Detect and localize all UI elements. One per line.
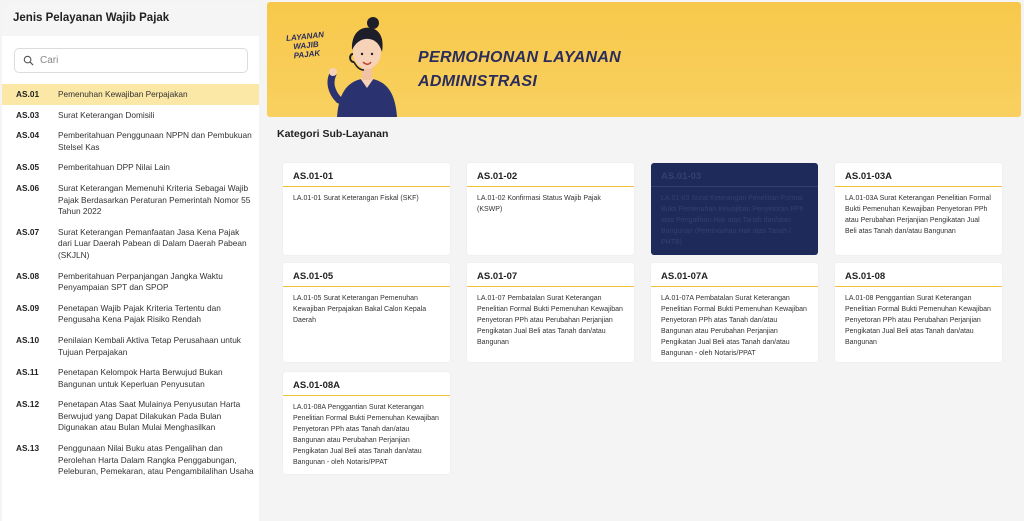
card-desc: LA.01-02 Konfirmasi Status Wajib Pajak (KSWP) <box>477 195 601 213</box>
sidebar-item-label: Pemberitahuan Perpanjangan Jangka Waktu Penyampaian SPT dan SPOP <box>58 270 223 293</box>
sidebar <box>2 2 259 521</box>
sidebar-item-code: AS.10 <box>16 334 40 345</box>
card-desc: LA.01-03A Surat Keterangan Penelitian Formal Bukti Pemenuhan Kewajiban Penyetoran PPh atau Perubahan Perjanjian Pengikatan Jual Beli atas Tanah dan/atau Bangunan <box>845 195 991 235</box>
sidebar-item-label: Penetapan Kelompok Harta Berwujud Bukan Bangunan untuk Keperluan Penyusutan <box>58 367 223 389</box>
card-as01-07[interactable] <box>467 263 634 362</box>
sidebar-item-as11[interactable] <box>2 362 259 394</box>
sidebar-item-as06[interactable] <box>2 178 259 222</box>
sidebar-item-label: Pemberitahuan Penggunaan NPPN dan Pembukuan Stelsel Kas <box>58 130 252 152</box>
card-as01-03a[interactable] <box>835 163 1002 255</box>
sidebar-item-code: AS.05 <box>16 162 40 173</box>
sidebar-item-code: AS.06 <box>16 182 40 193</box>
card-desc: LA.01-08A Penggantian Surat Keterangan Penelitian Formal Bukti Pemenuhan Kewajiban Penyetoran PPh atas Tanah dan/atau Bangunan atau Perubahan Perjanjian Pengikatan Jual Beli atas Tanah dan/atau Bangunan - oleh Notaris/PPAT <box>293 404 439 466</box>
sidebar-item-as07[interactable] <box>2 222 259 266</box>
card-desc: LA.01-01 Surat Keterangan Fiskal (SKF) <box>293 195 419 202</box>
card-desc: LA.01-07A Pembatalan Surat Keterangan Penelitian Formal Bukti Pemenuhan Kewajiban Penyetoran PPh atas Tanah dan/atau Bangunan atau Perubahan Perjanjian Pengikatan Jual Beli atas Tanah dan/atau Bangunan - oleh Notaris/PPAT <box>661 295 807 357</box>
card-code: AS.01-03 <box>651 163 818 187</box>
card-code: AS.01-05 <box>283 263 450 287</box>
card-desc: LA.01-03 Surat Keterangan Penelitian Formal Bukti Pemenuhan Kewajiban Penyetoran PPh atas Pengalihan Hak atas Tanah dan/atau Bangunan (Pemindahan Hak atas Tanah / PHTB) <box>661 195 804 246</box>
card-code: AS.01-02 <box>467 163 634 187</box>
sidebar-item-label: Surat Keterangan Memenuhi Kriteria Sebagai Wajib Pajak Berdasarkan Peraturan Pemerintah Nomor 55 Tahun 2022 <box>58 182 251 217</box>
officer-illustration <box>327 12 407 117</box>
banner-title-line: ADMINISTRASI <box>418 73 538 90</box>
sidebar-item-label: Penilaian Kembali Aktiva Tetap Perusahaan untuk Tujuan Perpajakan <box>58 334 241 357</box>
sidebar-item-as01[interactable] <box>2 84 259 105</box>
card-code: AS.01-01 <box>283 163 450 187</box>
sidebar-item-label: Penetapan Atas Saat Mulainya Penyusutan Harta Berwujud yang Dapat Dilakukan Pada Bulan Digunakan atau Bulan Mulai Menghasilkan <box>58 399 241 433</box>
sidebar-item-code: AS.07 <box>16 226 40 237</box>
sidebar-item-label: Surat Keterangan Pemanfaatan Jasa Kena Pajak dari Luar Daerah Pabean di Dalam Daerah Pabean (SKJLN) <box>58 226 247 260</box>
sidebar-item-code: AS.03 <box>16 109 40 120</box>
sidebar-item-code: AS.12 <box>16 399 40 410</box>
section-title: Kategori Sub-Layanan <box>277 128 389 140</box>
sidebar-item-code: AS.09 <box>16 302 40 313</box>
badge-line: LAYANAN <box>285 30 325 44</box>
search-input[interactable] <box>40 55 240 66</box>
hero-banner <box>267 2 1021 117</box>
sidebar-item-code: AS.08 <box>16 270 40 281</box>
search-icon <box>23 55 34 66</box>
badge-line: WAJIB <box>292 39 320 52</box>
sidebar-title: Jenis Pelayanan Wajib Pajak <box>2 2 259 36</box>
sidebar-item-as05[interactable] <box>2 157 259 178</box>
sidebar-item-code: AS.04 <box>16 130 40 141</box>
card-as01-03[interactable] <box>651 163 818 255</box>
sidebar-item-label: Pemberitahuan DPP Nilai Lain <box>58 162 170 173</box>
card-as01-08[interactable] <box>835 263 1002 362</box>
card-as01-02[interactable] <box>467 163 634 255</box>
sidebar-item-label: Surat Keterangan Domisili <box>58 109 155 120</box>
banner-title <box>418 46 621 94</box>
sidebar-item-label: Penetapan Wajib Pajak Kriteria Tertentu dan Pengusaha Kena Pajak Risiko Rendah <box>58 302 221 325</box>
sidebar-list <box>2 84 259 482</box>
sidebar-item-code: AS.01 <box>16 89 40 99</box>
sidebar-item-as04[interactable] <box>2 125 259 157</box>
sidebar-item-as12[interactable] <box>2 394 259 438</box>
card-as01-07a[interactable] <box>651 263 818 362</box>
card-code: AS.01-07A <box>651 263 818 287</box>
sidebar-item-as10[interactable] <box>2 330 259 362</box>
card-as01-01[interactable] <box>283 163 450 255</box>
card-desc: LA.01-08 Penggantian Surat Keterangan Penelitian Formal Bukti Pemenuhan Kewajiban Penyetoran PPh atau Perubahan Perjanjian Pengikatan Jual Beli atas Tanah dan/atau Bangunan <box>845 295 991 346</box>
banner-title-line: PERMOHONAN LAYANAN <box>418 49 622 66</box>
search-box[interactable] <box>14 48 248 73</box>
sidebar-item-label: Penggunaan Nilai Buku atas Pengalihan dan Perolehan Harta Dalam Rangka Penggabungan, Peleburan, Pemekaran, atau Pengambilalihan Usaha <box>58 443 254 477</box>
card-as01-05[interactable] <box>283 263 450 362</box>
sidebar-item-as13[interactable] <box>2 438 259 482</box>
sidebar-item-code: AS.11 <box>16 367 39 378</box>
sidebar-item-as08[interactable] <box>2 266 259 298</box>
sidebar-item-as09[interactable] <box>2 298 259 330</box>
card-as01-08a[interactable] <box>283 372 450 474</box>
sidebar-item-as03[interactable] <box>2 105 259 126</box>
card-desc: LA.01-07 Pembatalan Surat Keterangan Penelitian Formal Bukti Pemenuhan Kewajiban Penyetoran PPh atau Perubahan Perjanjian Pengikatan Jual Beli atas Tanah dan/atau Bangunan <box>477 295 623 346</box>
card-code: AS.01-03A <box>835 163 1002 187</box>
layanan-badge <box>286 30 327 61</box>
badge-line: PAJAK <box>293 48 321 61</box>
card-code: AS.01-08 <box>835 263 1002 287</box>
card-code: AS.01-08A <box>283 372 450 396</box>
card-desc: LA.01-05 Surat Keterangan Pemenuhan Kewajiban Perpajakan Bakal Calon Kepala Daerah <box>293 295 427 324</box>
card-code: AS.01-07 <box>467 263 634 287</box>
sidebar-item-code: AS.13 <box>16 443 40 454</box>
sidebar-item-label: Pemenuhan Kewajiban Perpajakan <box>58 89 188 99</box>
